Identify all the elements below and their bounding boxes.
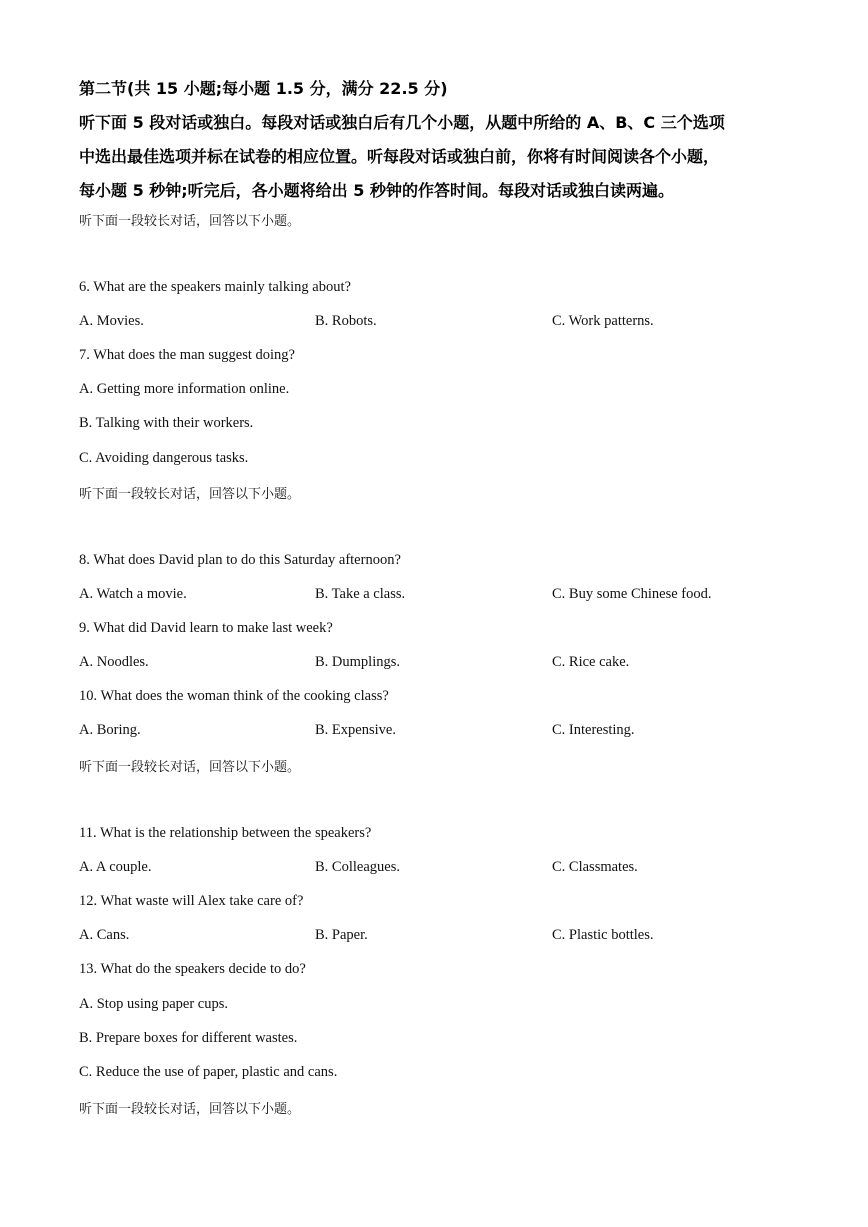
question-11-option-c: C. Classmates. (552, 859, 638, 875)
question-11-option-b: B. Colleagues. (315, 859, 400, 875)
question-13-option-c: C. Reduce the use of paper, plastic and cans. (79, 1064, 338, 1080)
question-12-option-b: B. Paper. (315, 927, 368, 943)
question-8-option-a: A. Watch a movie. (79, 586, 187, 602)
section-header (79, 72, 799, 208)
question-6-option-b: B. Robots. (315, 313, 377, 329)
question-13: 13. What do the speakers decide to do? (79, 961, 306, 977)
question-10-option-a: A. Boring. (79, 722, 141, 738)
question-8-option-b: B. Take a class. (315, 586, 406, 602)
question-7-option-b: B. Talking with their workers. (79, 415, 254, 431)
question-12-option-a: A. Cans. (79, 927, 130, 943)
question-9-option-a: A. Noodles. (79, 654, 149, 670)
dialogue-prompt: 听下面一段较长对话，回答以下小题。 (79, 214, 301, 229)
question-11: 11. What is the relationship between the speakers? (79, 825, 372, 841)
question-7-option-a: A. Getting more information online. (79, 381, 290, 397)
question-8: 8. What does David plan to do this Saturday afternoon? (79, 552, 401, 568)
section-title: 第二节(共 15 小题;每小题 1.5 分，满分 22.5 分) (79, 79, 448, 98)
question-9-option-b: B. Dumplings. (315, 654, 400, 670)
dialogue-prompt: 听下面一段较长对话，回答以下小题。 (79, 760, 301, 775)
question-6: 6. What are the speakers mainly talking about? (79, 279, 351, 295)
instruction-line: 每小题 5 秒钟;听完后，各小题将给出 5 秒钟的作答时间。每段对话或独白读两遍。 (79, 181, 674, 200)
question-12-option-c: C. Plastic bottles. (552, 927, 654, 943)
question-9: 9. What did David learn to make last week? (79, 620, 333, 636)
question-10-option-c: C. Interesting. (552, 722, 635, 738)
question-12: 12. What waste will Alex take care of? (79, 893, 304, 909)
question-10-option-b: B. Expensive. (315, 722, 396, 738)
question-13-option-a: A. Stop using paper cups. (79, 996, 229, 1012)
question-7: 7. What does the man suggest doing? (79, 347, 295, 363)
dialogue-prompt: 听下面一段较长对话，回答以下小题。 (79, 1102, 301, 1117)
question-8-option-c: C. Buy some Chinese food. (552, 586, 712, 602)
question-13-option-b: B. Prepare boxes for different wastes. (79, 1030, 298, 1046)
dialogue-prompt: 听下面一段较长对话，回答以下小题。 (79, 487, 301, 502)
question-6-option-c: C. Work patterns. (552, 313, 654, 329)
instruction-line: 听下面 5 段对话或独白。每段对话或独白后有几个小题，从题中所给的 A、B、C 三个选项 (79, 113, 725, 132)
question-6-option-a: A. Movies. (79, 313, 144, 329)
question-11-option-a: A. A couple. (79, 859, 152, 875)
question-10: 10. What does the woman think of the cooking class? (79, 688, 389, 704)
question-7-option-c: C. Avoiding dangerous tasks. (79, 450, 249, 466)
instruction-line: 中选出最佳选项并标在试卷的相应位置。听每段对话或独白前，你将有时间阅读各个小题， (79, 147, 720, 166)
question-9-option-c: C. Rice cake. (552, 654, 630, 670)
